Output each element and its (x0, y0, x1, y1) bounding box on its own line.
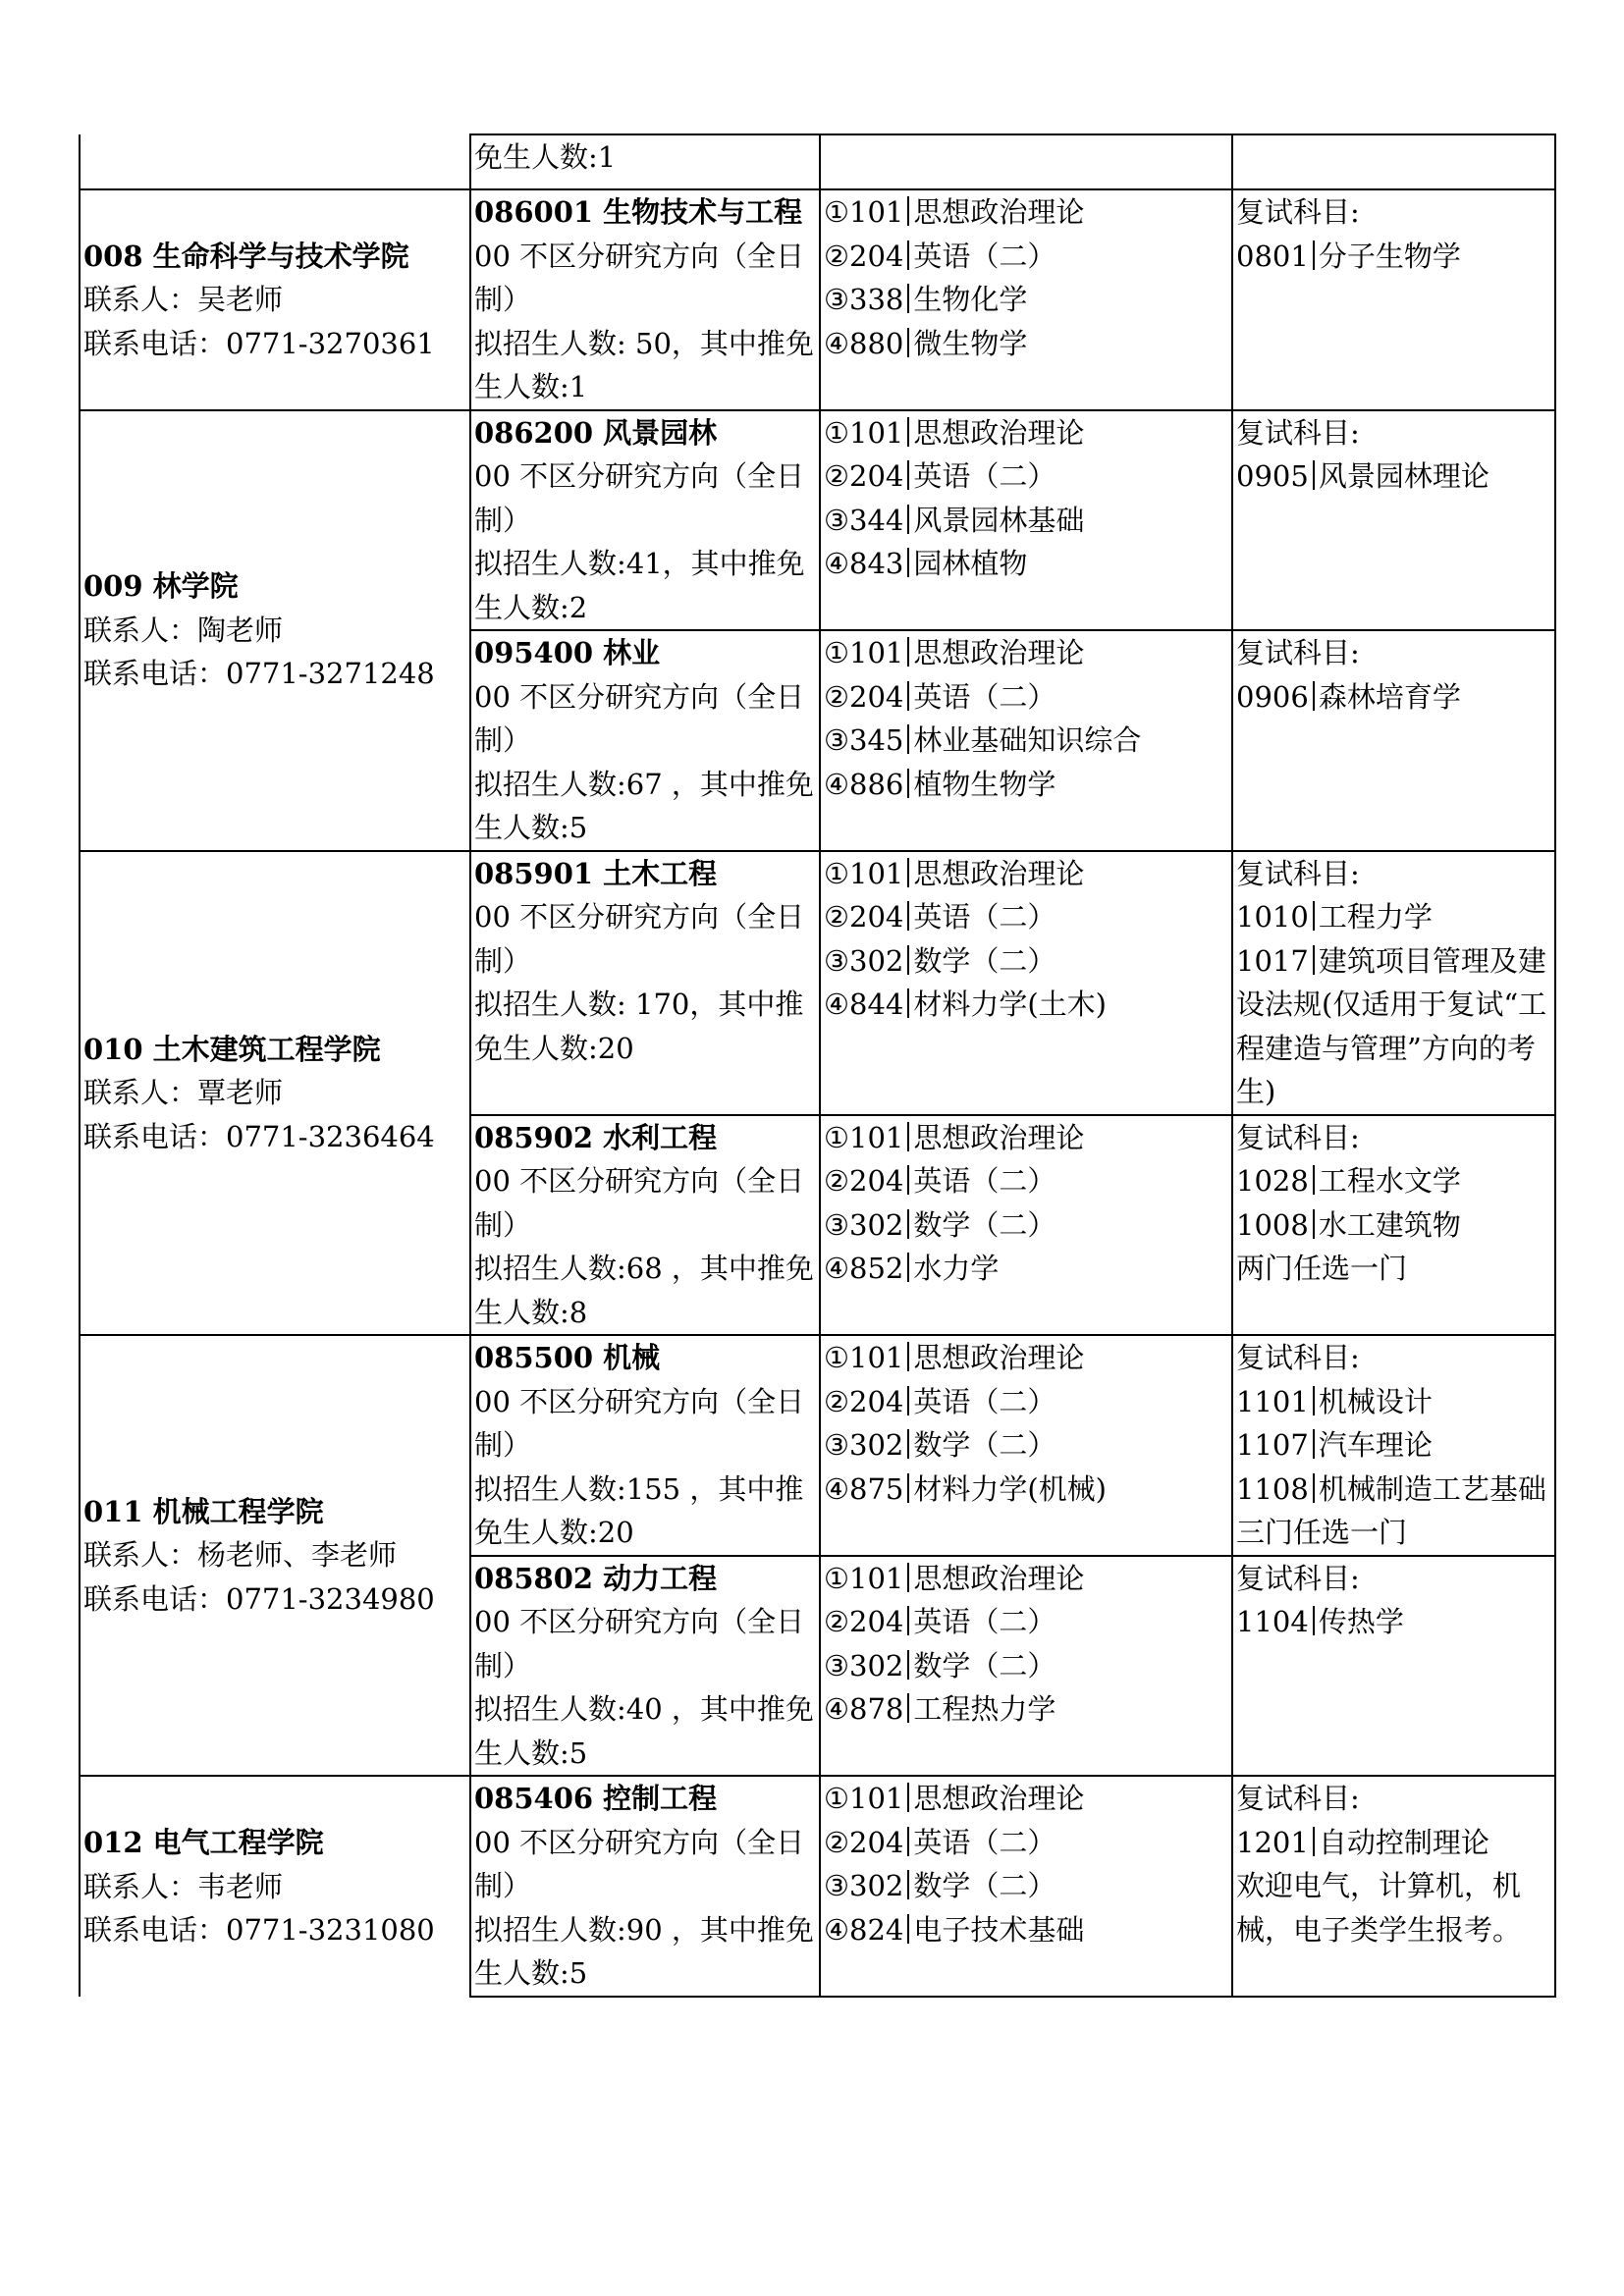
exam-subject (824, 1247, 1229, 1291)
retest-subject (1236, 1423, 1552, 1468)
exam-subject (824, 983, 1229, 1027)
college-cell (80, 189, 470, 410)
subject-code: 0905 (1236, 459, 1309, 493)
major-direction: 00 不区分研究方向（全日制） (474, 1825, 805, 1902)
subject-name: 思想政治理论 (913, 415, 1085, 450)
subject-code: ①101 (824, 195, 904, 229)
exam-subject (824, 939, 1229, 984)
subject-name: 英语（二） (913, 459, 1056, 493)
retest-title: 复试科目: (1236, 636, 1360, 669)
college-contact: 联系人：韦老师 (83, 1869, 284, 1903)
subject-code: 1104 (1236, 1605, 1309, 1638)
retest-note: 欢迎电气，计算机，机械，电子类学生报考。 (1236, 1869, 1522, 1947)
subject-code: ②204 (824, 459, 904, 493)
admissions-table-body (80, 134, 1555, 1997)
subject-name: 建筑项目管理及建设法规(仅适用于复试“工程建造与管理”方向的考生) (1236, 943, 1547, 1108)
separator-bar (1313, 460, 1315, 490)
separator-bar (907, 1827, 909, 1856)
college-contact: 联系人：覃老师 (83, 1076, 284, 1109)
major-cell (470, 1556, 820, 1777)
major-cell (470, 410, 820, 631)
admissions-table (79, 133, 1556, 1998)
subject-name: 英语（二） (913, 1384, 1056, 1418)
retest-title: 复试科目: (1236, 1120, 1360, 1154)
subject-code: ③302 (824, 1428, 904, 1462)
enroll-text: 拟招生人数:155 ，其中推免生人数:20 (474, 1471, 804, 1549)
subject-name: 思想政治理论 (913, 1120, 1085, 1154)
exam-subject (824, 1600, 1229, 1644)
subject-code: ③302 (824, 1207, 904, 1242)
exam-subject (824, 1336, 1229, 1380)
subject-code: ②204 (824, 239, 904, 273)
exam-subject (824, 1116, 1229, 1160)
retest-subject (1236, 235, 1552, 279)
subject-code: ①101 (824, 1561, 904, 1595)
subject-code: ②204 (824, 1605, 904, 1638)
exam-subject (824, 631, 1229, 675)
college-cell (80, 410, 470, 851)
separator-bar (907, 240, 909, 270)
subject-name: 水力学 (913, 1252, 1000, 1285)
separator-bar (907, 681, 909, 711)
subject-code: ①101 (824, 1782, 904, 1815)
enroll-text: 拟招生人数:41，其中推免生人数:2 (474, 547, 805, 624)
subject-code: ①101 (824, 1341, 904, 1374)
retest-note: 两门任选一门 (1236, 1252, 1408, 1285)
retest-cell (1232, 630, 1555, 851)
subject-code: ②204 (824, 1164, 904, 1198)
retest-cell (1232, 851, 1555, 1115)
separator-bar (907, 858, 909, 887)
separator-bar (907, 1429, 909, 1459)
separator-bar (907, 1650, 909, 1680)
exam-subjects-cell (820, 410, 1232, 631)
subject-name: 思想政治理论 (913, 1782, 1085, 1815)
retest-cell (1232, 134, 1555, 189)
separator-bar (907, 945, 909, 975)
separator-bar (1313, 901, 1315, 931)
major-cell (470, 1335, 820, 1556)
retest-subject (1236, 895, 1552, 939)
subject-code: ①101 (824, 415, 904, 450)
retest-cell (1232, 189, 1555, 410)
major-cell (470, 1115, 820, 1336)
subject-name: 工程热力学 (913, 1692, 1056, 1726)
exam-subject (824, 1687, 1229, 1732)
college-contact: 联系人：吴老师 (83, 283, 284, 316)
table-row (80, 1335, 1555, 1556)
major-title: 085500 机械 (474, 1341, 661, 1374)
exam-subject (824, 763, 1229, 807)
subject-code: ③338 (824, 283, 904, 316)
retest-cell (1232, 1335, 1555, 1556)
subject-code: 1108 (1236, 1471, 1309, 1506)
subject-name: 机械设计 (1318, 1384, 1433, 1418)
exam-subject (824, 1468, 1229, 1512)
retest-cell (1232, 410, 1555, 631)
separator-bar (907, 637, 909, 667)
subject-name: 思想政治理论 (913, 195, 1085, 229)
retest-title: 复试科目: (1236, 195, 1360, 229)
college-phone: 联系电话：0771-3234980 (83, 1581, 435, 1616)
college-contact: 联系人：陶老师 (83, 613, 284, 647)
subject-name: 电子技术基础 (913, 1912, 1085, 1947)
subject-name: 数学（二） (913, 1428, 1056, 1462)
major-cell (470, 189, 820, 410)
separator-bar (907, 417, 909, 447)
subject-code: ③344 (824, 503, 904, 537)
major-title: 095400 林业 (474, 636, 661, 669)
retest-subject (1236, 1468, 1552, 1512)
subject-name: 英语（二） (913, 900, 1056, 934)
subject-name: 思想政治理论 (913, 636, 1085, 669)
table-row (80, 410, 1555, 631)
separator-bar (1313, 1386, 1315, 1415)
separator-bar (1313, 945, 1315, 975)
exam-subject (824, 411, 1229, 455)
table-row (80, 134, 1555, 189)
retest-title: 复试科目: (1236, 1341, 1360, 1374)
major-direction: 00 不区分研究方向（全日制） (474, 900, 805, 978)
separator-bar (1313, 1165, 1315, 1195)
subject-code: 1010 (1236, 900, 1309, 934)
separator-bar (907, 505, 909, 534)
subject-name: 思想政治理论 (913, 1561, 1085, 1595)
exam-subjects-cell (820, 1556, 1232, 1777)
college-cell (80, 1335, 470, 1776)
subject-code: ④844 (824, 988, 904, 1021)
retest-title: 复试科目: (1236, 856, 1360, 890)
subject-name: 英语（二） (913, 1164, 1056, 1198)
major-title: 085901 土木工程 (474, 856, 718, 890)
separator-bar (907, 460, 909, 490)
enroll-text: 免生人数:1 (474, 140, 617, 174)
major-cell (470, 1776, 820, 1997)
college-name: 009 林学院 (83, 569, 239, 604)
college-cell (80, 851, 470, 1336)
subject-code: 0906 (1236, 679, 1309, 714)
subject-name: 数学（二） (913, 1207, 1056, 1242)
separator-bar (1313, 1429, 1315, 1459)
separator-bar (907, 284, 909, 313)
subject-name: 数学（二） (913, 943, 1056, 978)
subject-name: 工程力学 (1318, 900, 1433, 934)
separator-bar (907, 1122, 909, 1151)
separator-bar (1313, 1473, 1315, 1503)
major-direction: 00 不区分研究方向（全日制） (474, 459, 805, 537)
subject-name: 材料力学(土木) (913, 988, 1107, 1021)
college-contact: 联系人：杨老师、李老师 (83, 1538, 398, 1573)
exam-subject (824, 190, 1229, 235)
retest-subject (1236, 1203, 1552, 1248)
major-title: 086200 风景园林 (474, 415, 718, 450)
separator-bar (907, 1342, 909, 1371)
exam-subject (824, 852, 1229, 896)
exam-subjects-cell (820, 1335, 1232, 1556)
subject-code: ④880 (824, 326, 904, 360)
college-phone: 联系电话：0771-3231080 (83, 1913, 435, 1947)
major-title: 086001 生物技术与工程 (474, 195, 803, 229)
college-name: 008 生命科学与技术学院 (83, 239, 409, 273)
subject-name: 植物生物学 (913, 767, 1056, 801)
college-cell (80, 134, 470, 189)
subject-code: ②204 (824, 679, 904, 714)
table-row (80, 189, 1555, 410)
subject-name: 传热学 (1318, 1605, 1404, 1638)
enroll-text: 拟招生人数:67 ，其中推免生人数:5 (474, 767, 814, 844)
separator-bar (907, 1783, 909, 1812)
separator-bar (907, 1386, 909, 1415)
college-phone: 联系电话：0771-3271248 (83, 657, 435, 691)
retest-cell (1232, 1115, 1555, 1336)
exam-subjects-cell (820, 1115, 1232, 1336)
separator-bar (1313, 1606, 1315, 1635)
separator-bar (1313, 1209, 1315, 1239)
major-direction: 00 不区分研究方向（全日制） (474, 679, 805, 757)
separator-bar (907, 196, 909, 226)
subject-name: 数学（二） (913, 1648, 1056, 1682)
subject-name: 园林植物 (913, 547, 1028, 580)
separator-bar (1313, 1827, 1315, 1856)
subject-code: ①101 (824, 1120, 904, 1154)
exam-subject (824, 895, 1229, 939)
subject-name: 数学（二） (913, 1869, 1056, 1902)
separator-bar (907, 1693, 909, 1723)
retest-subject (1236, 1159, 1552, 1203)
admissions-table-page (79, 133, 1556, 1998)
separator-bar (907, 1914, 909, 1944)
separator-bar (907, 901, 909, 931)
subject-name: 思想政治理论 (913, 856, 1085, 890)
table-row (80, 1776, 1555, 1997)
separator-bar (907, 724, 909, 754)
enroll-text: 拟招生人数: 170，其中推免生人数:20 (474, 988, 804, 1065)
subject-name: 英语（二） (913, 679, 1056, 714)
retest-title: 复试科目: (1236, 415, 1360, 450)
major-title: 085802 动力工程 (474, 1561, 718, 1595)
subject-code: ④843 (824, 547, 904, 580)
subject-code: ③302 (824, 1869, 904, 1902)
subject-code: 1201 (1236, 1825, 1309, 1859)
major-direction: 00 不区分研究方向（全日制） (474, 1605, 805, 1682)
major-cell (470, 134, 820, 189)
subject-name: 英语（二） (913, 1605, 1056, 1638)
subject-code: ④878 (824, 1692, 904, 1726)
exam-subject (824, 1423, 1229, 1468)
exam-subjects-cell (820, 630, 1232, 851)
subject-name: 森林培育学 (1318, 679, 1461, 714)
subject-code: ①101 (824, 856, 904, 890)
retest-subject (1236, 1380, 1552, 1424)
retest-note: 三门任选一门 (1236, 1516, 1408, 1549)
exam-subject (824, 1203, 1229, 1248)
subject-name: 工程水文学 (1318, 1164, 1461, 1198)
subject-code: 1008 (1236, 1207, 1309, 1242)
subject-code: ③302 (824, 1648, 904, 1682)
exam-subject (824, 235, 1229, 279)
separator-bar (907, 1473, 909, 1503)
exam-subjects-cell (820, 851, 1232, 1115)
subject-code: ②204 (824, 1825, 904, 1859)
exam-subject (824, 1908, 1229, 1952)
college-phone: 联系电话：0771-3270361 (83, 326, 435, 360)
retest-cell (1232, 1556, 1555, 1777)
retest-title: 复试科目: (1236, 1561, 1360, 1595)
separator-bar (907, 1870, 909, 1899)
subject-code: 1017 (1236, 943, 1309, 978)
table-row (80, 851, 1555, 1115)
separator-bar (907, 1563, 909, 1592)
exam-subject (824, 322, 1229, 366)
exam-subjects-cell (820, 1776, 1232, 1997)
subject-code: ④886 (824, 767, 904, 801)
separator-bar (907, 1606, 909, 1635)
subject-name: 自动控制理论 (1318, 1825, 1489, 1859)
exam-subject (824, 1644, 1229, 1688)
separator-bar (907, 988, 909, 1018)
subject-code: 1101 (1236, 1384, 1309, 1418)
exam-subject (824, 499, 1229, 543)
exam-subject (824, 675, 1229, 720)
college-name: 010 土木建筑工程学院 (83, 1032, 381, 1066)
enroll-text: 拟招生人数:40 ，其中推免生人数:5 (474, 1692, 814, 1770)
major-direction: 00 不区分研究方向（全日制） (474, 239, 805, 316)
exam-subject (824, 1159, 1229, 1203)
subject-name: 机械制造工艺基础 (1318, 1471, 1546, 1506)
subject-name: 风景园林理论 (1318, 459, 1489, 493)
college-cell (80, 1776, 470, 1997)
separator-bar (907, 1165, 909, 1195)
enroll-text: 拟招生人数: 50，其中推免生人数:1 (474, 326, 814, 403)
major-title: 085902 水利工程 (474, 1120, 718, 1154)
subject-code: ②204 (824, 1384, 904, 1418)
exam-subject (824, 278, 1229, 322)
subject-code: 1028 (1236, 1164, 1309, 1198)
subject-code: ③302 (824, 943, 904, 978)
exam-subject (824, 454, 1229, 499)
major-direction: 00 不区分研究方向（全日制） (474, 1384, 805, 1462)
subject-code: ③345 (824, 723, 904, 757)
exam-subjects-cell (820, 134, 1232, 189)
subject-code: ④852 (824, 1252, 904, 1285)
exam-subject (824, 1864, 1229, 1908)
subject-name: 微生物学 (913, 326, 1028, 360)
exam-subject (824, 719, 1229, 763)
subject-code: ②204 (824, 900, 904, 934)
retest-subject (1236, 939, 1552, 1114)
subject-code: ①101 (824, 636, 904, 669)
college-phone: 联系电话：0771-3236464 (83, 1119, 435, 1153)
subject-code: ④875 (824, 1471, 904, 1506)
subject-name: 水工建筑物 (1318, 1207, 1461, 1242)
subject-name: 生物化学 (913, 283, 1028, 316)
college-name: 011 机械工程学院 (83, 1494, 324, 1528)
separator-bar (1313, 681, 1315, 711)
separator-bar (907, 1253, 909, 1282)
retest-subject (1236, 1600, 1552, 1644)
subject-name: 英语（二） (913, 1825, 1056, 1859)
separator-bar (907, 328, 909, 357)
subject-name: 分子生物学 (1318, 239, 1461, 273)
retest-subject (1236, 675, 1552, 720)
subject-code: 0801 (1236, 239, 1309, 273)
subject-code: ④824 (824, 1912, 904, 1947)
exam-subject (824, 1821, 1229, 1865)
exam-subject (824, 1777, 1229, 1821)
retest-subject (1236, 454, 1552, 499)
separator-bar (907, 769, 909, 798)
subject-name: 英语（二） (913, 239, 1056, 273)
subject-name: 思想政治理论 (913, 1341, 1085, 1374)
retest-title: 复试科目: (1236, 1782, 1360, 1815)
major-title: 085406 控制工程 (474, 1782, 718, 1815)
retest-subject (1236, 1821, 1552, 1865)
exam-subject (824, 1557, 1229, 1601)
separator-bar (907, 548, 909, 577)
subject-name: 林业基础知识综合 (913, 723, 1142, 757)
subject-name: 材料力学(机械) (913, 1471, 1107, 1506)
major-cell (470, 630, 820, 851)
enroll-text: 拟招生人数:68 ，其中推免生人数:8 (474, 1252, 814, 1329)
separator-bar (1313, 240, 1315, 270)
major-direction: 00 不区分研究方向（全日制） (474, 1164, 805, 1242)
exam-subjects-cell (820, 189, 1232, 410)
separator-bar (907, 1209, 909, 1239)
retest-cell (1232, 1776, 1555, 1997)
subject-name: 风景园林基础 (913, 503, 1085, 537)
subject-name: 汽车理论 (1318, 1428, 1433, 1462)
exam-subject (824, 542, 1229, 586)
major-cell (470, 851, 820, 1115)
college-name: 012 电气工程学院 (83, 1826, 324, 1859)
subject-code: 1107 (1236, 1428, 1309, 1462)
enroll-text: 拟招生人数:90 ，其中推免生人数:5 (474, 1912, 814, 1990)
exam-subject (824, 1380, 1229, 1424)
